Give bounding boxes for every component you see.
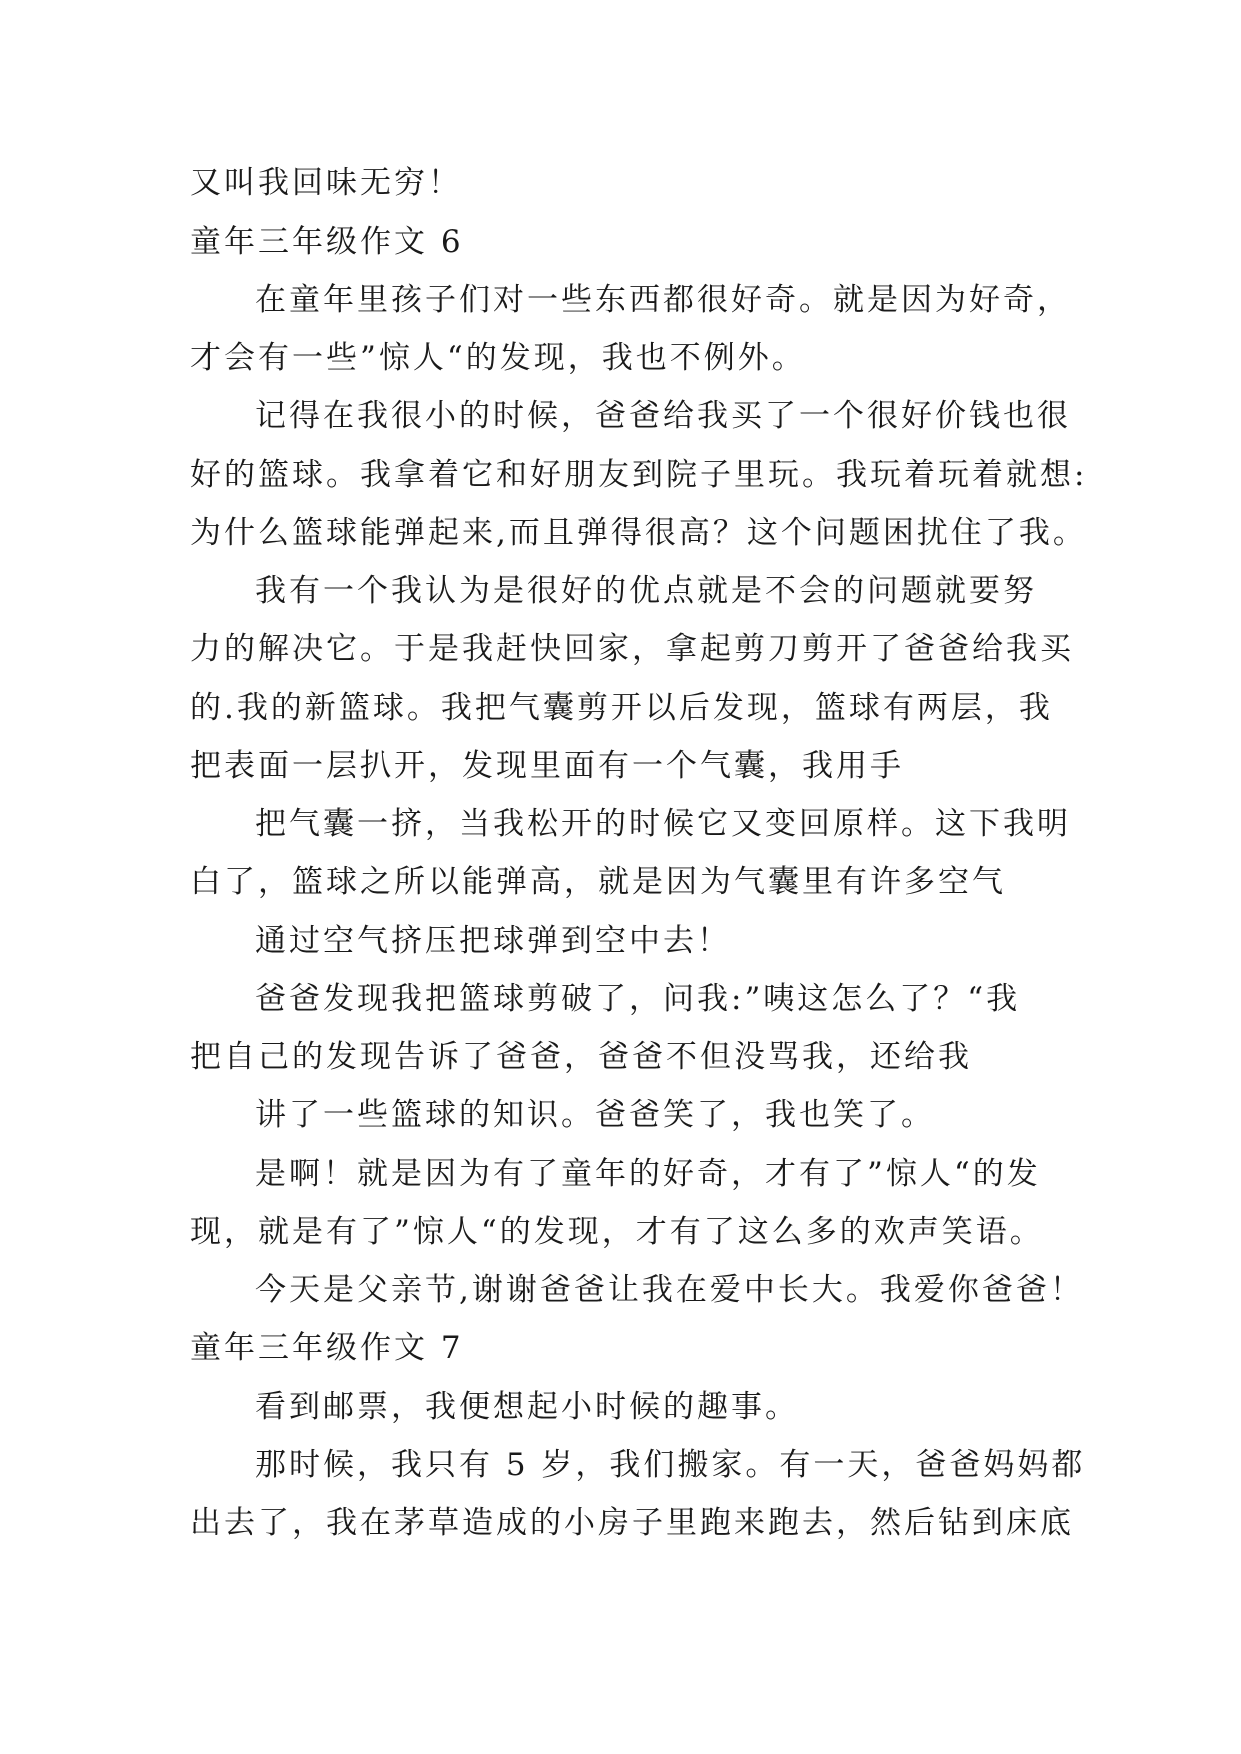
section-heading: 童年三年级作文 7 bbox=[190, 1330, 464, 1366]
paragraph-line: 爸爸发现我把篮球剪破了，问我:”咦这怎么了？“我 bbox=[255, 981, 1021, 1017]
paragraph-line: 现，就是有了”惊人“的发现，才有了这么多的欢声笑语。 bbox=[190, 1214, 1044, 1250]
paragraph-line: 记得在我很小的时候，爸爸给我买了一个很好价钱也很 bbox=[255, 398, 1071, 434]
paragraph-line: 把表面一层扒开，发现里面有一个气囊，我用手 bbox=[190, 748, 904, 784]
paragraph-line: 好的篮球。我拿着它和好朋友到院子里玩。我玩着玩着就想: bbox=[190, 457, 1088, 493]
paragraph-line: 为什么篮球能弹起来,而且弹得很高？这个问题困扰住了我。 bbox=[190, 515, 1087, 551]
paragraph-line: 的.我的新篮球。我把气囊剪开以后发现，篮球有两层，我 bbox=[190, 690, 1053, 726]
paragraph-line: 把气囊一挤，当我松开的时候它又变回原样。这下我明 bbox=[255, 806, 1071, 842]
paragraph-line: 白了，篮球之所以能弹高，就是因为气囊里有许多空气 bbox=[190, 864, 1006, 900]
paragraph-line: 看到邮票，我便想起小时候的趣事。 bbox=[255, 1389, 799, 1425]
paragraph-line: 把自己的发现告诉了爸爸，爸爸不但没骂我，还给我 bbox=[190, 1039, 972, 1075]
paragraph-line: 今天是父亲节,谢谢爸爸让我在爱中长大。我爱你爸爸！ bbox=[255, 1272, 1084, 1308]
paragraph-line: 我有一个我认为是很好的优点就是不会的问题就要努 bbox=[255, 573, 1037, 609]
section-heading: 童年三年级作文 6 bbox=[190, 224, 464, 260]
paragraph-line: 那时候，我只有 5 岁，我们搬家。有一天，爸爸妈妈都 bbox=[255, 1447, 1086, 1483]
text-line: 又叫我回味无穷！ bbox=[190, 165, 462, 201]
paragraph-line: 出去了，我在茅草造成的小房子里跑来跑去，然后钻到床底 bbox=[190, 1505, 1074, 1541]
paragraph-line: 是啊！就是因为有了童年的好奇，才有了”惊人“的发 bbox=[255, 1156, 1041, 1192]
paragraph-line: 在童年里孩子们对一些东西都很好奇。就是因为好奇， bbox=[255, 282, 1071, 318]
paragraph-line: 通过空气挤压把球弹到空中去！ bbox=[255, 923, 731, 959]
paragraph-line: 才会有一些”惊人“的发现，我也不例外。 bbox=[190, 340, 806, 376]
paragraph-line: 讲了一些篮球的知识。爸爸笑了，我也笑了。 bbox=[255, 1097, 935, 1133]
paragraph-line: 力的解决它。于是我赶快回家，拿起剪刀剪开了爸爸给我买 bbox=[190, 631, 1074, 667]
